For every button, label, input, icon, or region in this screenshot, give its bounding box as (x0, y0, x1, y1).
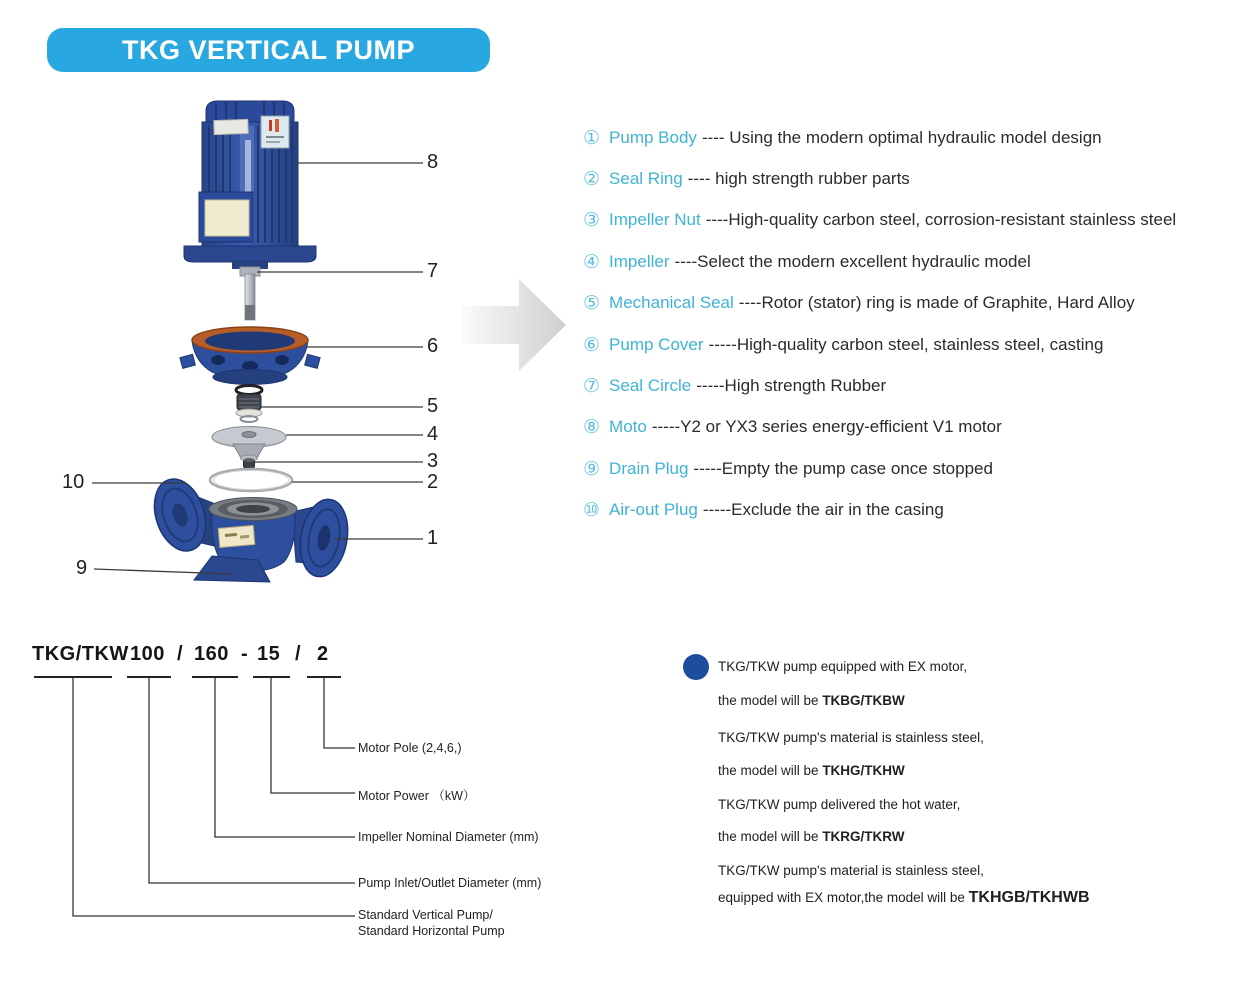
note-model-code: TKRG/TKRW (822, 829, 905, 844)
label-motor-pole: Motor Pole (2,4,6,) (358, 741, 462, 755)
note-text: the model will be (718, 693, 823, 708)
drain-foot (194, 556, 270, 582)
part-number-badge: ⑨ (583, 458, 601, 480)
part-list-item (583, 125, 1102, 151)
callout-6: 6 (427, 335, 439, 357)
part-description: -----Y2 or YX3 series energy-efficient V1 motor (651, 417, 1002, 436)
pump-cover-illustration (180, 327, 320, 385)
model-code-inlet: 100 (130, 643, 165, 665)
part-name: Drain Plug (609, 459, 689, 478)
note-text: the model will be (718, 763, 823, 778)
note-line (718, 797, 960, 812)
note-line (718, 863, 984, 878)
title-banner (47, 28, 490, 72)
part-number-badge: ③ (583, 209, 601, 231)
impeller-nut-illustration (244, 458, 255, 468)
part-name: Moto (609, 417, 647, 436)
note-line (718, 730, 984, 745)
part-list-item (583, 166, 910, 192)
label-standard-vertical: Standard Vertical Pump/ (358, 908, 493, 922)
seal-ring-illustration (210, 469, 292, 491)
part-number-badge: ⑥ (583, 334, 601, 356)
part-name: Air-out Plug (609, 500, 698, 519)
callout-1: 1 (427, 527, 439, 549)
part-description: -----High strength Rubber (696, 376, 887, 395)
motor-terminal-box (199, 192, 253, 242)
note-text: TKG/TKW pump delivered the hot water, (718, 797, 961, 812)
motor-nameplate (261, 116, 289, 148)
model-code-power: 15 (257, 643, 281, 665)
part-number-badge: ② (583, 168, 601, 190)
part-list-item (583, 249, 1031, 275)
callout-5: 5 (427, 395, 439, 417)
part-number-badge: ④ (583, 251, 601, 273)
part-name: Pump Body (609, 128, 697, 147)
outlet-flange (295, 496, 354, 581)
note-model-code: TKHG/TKHW (822, 763, 905, 778)
part-name: Pump Cover (609, 335, 704, 354)
part-number-badge: ⑩ (583, 499, 601, 521)
note-text: equipped with EX motor,the model will be (718, 890, 969, 905)
part-name: Mechanical Seal (609, 293, 734, 312)
callout-2: 2 (427, 471, 439, 493)
part-list-item (583, 414, 1002, 440)
callout-10: 10 (62, 471, 85, 493)
right-arrow (462, 279, 566, 371)
callout-8: 8 (427, 151, 439, 173)
label-inlet-diameter: Pump Inlet/Outlet Diameter (mm) (358, 876, 542, 890)
part-number-badge: ⑦ (583, 375, 601, 397)
motor-illustration (184, 101, 316, 269)
part-name: Impeller (609, 252, 670, 271)
part-list-item (583, 332, 1103, 358)
part-description: ---- Using the modern optimal hydraulic model design (701, 128, 1102, 147)
callout-4: 4 (427, 423, 439, 445)
note-text: TKG/TKW pump's material is stainless steel, (718, 863, 984, 878)
model-code-sep2: - (241, 643, 249, 665)
part-name: Seal Circle (609, 376, 692, 395)
model-code-sep1: / (177, 643, 184, 665)
page-title: TKG VERTICAL PUMP (121, 34, 415, 65)
part-description: ---- high strength rubber parts (687, 169, 910, 188)
model-code-series: TKG/TKW (32, 643, 129, 665)
part-number-badge: ① (583, 127, 601, 149)
motor-label (214, 119, 248, 134)
mechanical-seal-illustration (236, 386, 262, 423)
part-description: ----High-quality carbon steel, corrosion-resistant stainless steel (705, 210, 1177, 229)
part-list-item (583, 207, 1176, 233)
part-description: -----Exclude the air in the casing (702, 500, 944, 519)
note-line (718, 659, 967, 674)
part-description: -----Empty the pump case once stopped (693, 459, 993, 478)
callout-7: 7 (427, 260, 439, 282)
part-number-badge: ⑧ (583, 416, 601, 438)
part-list-item (583, 373, 886, 399)
note-text: the model will be (718, 829, 823, 844)
part-description: ----Select the modern excellent hydraulic model (674, 252, 1031, 271)
model-code-impeller: 160 (194, 643, 229, 665)
model-code-connector-tree (34, 677, 355, 916)
part-description: -----High-quality carbon steel, stainless steel, casting (708, 335, 1104, 354)
model-code-pole: 2 (317, 643, 329, 665)
note-bullet-icon (683, 654, 709, 680)
note-model-code: TKHGB/TKHWB (968, 889, 1090, 906)
note-line (718, 889, 1090, 907)
inlet-flange (146, 472, 215, 557)
part-number-badge: ⑤ (583, 292, 601, 314)
callout-3: 3 (427, 450, 439, 472)
note-text: TKG/TKW pump equipped with EX motor, (718, 659, 968, 674)
part-description: ----Rotor (stator) ring is made of Graphite, Hard Alloy (738, 293, 1135, 312)
model-code-sep3: / (295, 643, 302, 665)
callout-leader-lines (92, 163, 423, 574)
part-name: Seal Ring (609, 169, 683, 188)
shaft-illustration (240, 267, 260, 320)
callout-9: 9 (76, 557, 88, 579)
part-list-item (583, 456, 993, 482)
part-name: Impeller Nut (609, 210, 701, 229)
label-motor-power: Motor Power （kW） (358, 789, 476, 803)
part-list-item (583, 497, 944, 523)
note-line (718, 763, 905, 778)
note-line (718, 693, 905, 708)
label-standard-horizontal: Standard Horizontal Pump (358, 924, 505, 938)
note-text: TKG/TKW pump's material is stainless steel, (718, 730, 984, 745)
note-line (718, 829, 905, 844)
pump-body-illustration (146, 472, 354, 582)
label-impeller-diameter: Impeller Nominal Diameter (mm) (358, 830, 539, 844)
note-model-code: TKBG/TKBW (822, 693, 905, 708)
pump-body-label (218, 525, 255, 547)
part-list-item (583, 290, 1135, 316)
impeller-illustration (212, 427, 286, 462)
